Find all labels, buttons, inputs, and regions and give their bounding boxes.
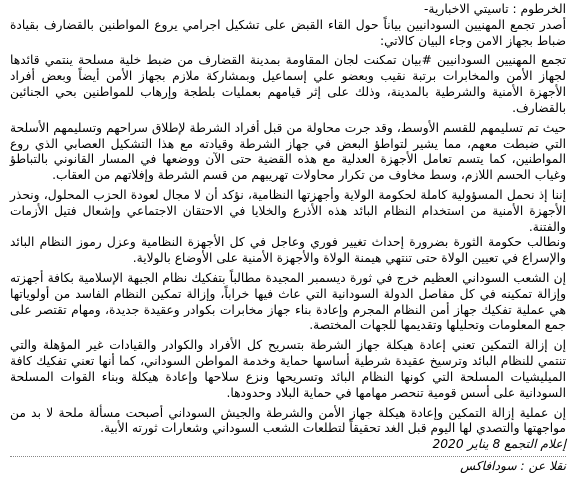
article-dateline: الخرطوم : تاسيتي الاخبارية- bbox=[424, 2, 566, 16]
article-intro: أصدر تجمع المهنيين السودانيين بياناً حول القاء القبض على تشكيل اجرامي يروع المواطنين بالقضارف بقيادة ضباط بجهاز الامن وجاء البيان كالاتي: bbox=[10, 17, 566, 48]
statement-paragraph-7: إن عملية إزالة التمكين وإعادة هيكلة جهاز الأمن والشرطة والجيش السوداني أصبحت مسألة ملحة لا بد من مواجهتها والتصدي لها اليوم قبل الغد تحقيقاً لتطلعات الشعب السوداني وشعارات ثورته الأبية. bbox=[10, 405, 566, 436]
article-source: نقلا عن : سودافاكس bbox=[460, 458, 566, 473]
statement-paragraph-6: إن إزالة التمكين تعني إعادة هيكلة جهاز الشرطة بتسريح كل الأفراد والكوادر والقيادات غير المؤهلة والتي تنتمي للنظام البائد وترسيخ عقيدة شرطية أساسها حماية وخدمة المواطن السوداني، كما أنها تعني تفكيك كافة الميليشيات المسلحة التي كونها النظام البائد وتسريحها ونزع سلاحها وإعادة هيكلة وبناء القوات المسلحة السودانية على أسس قومية تنحصر مهامها في حماية البلاد وحدودها. bbox=[10, 338, 566, 400]
statement-paragraph-2: حيث تم تسليمهم للقسم الأوسط، وقد جرت محاولة من قبل أفراد الشرطة لإطلاق سراحهم وتسليمهم الأسلحة التي ضبطت معهم، مما يشير لتواطؤ البعض في جهاز الشرطة وقيادته مع هذا التشكيل العصابي الذي روع المواطنين، كما يتسم تعامل الأجهزة العدلية مع هذه القضية حتى الآن ووضعها في المسار القانوني بالتباطؤ وغياب الحسم اللازم، وسط مخاوف من تكرار محاولات تهريبهم من قسم الشرطة وإفلاتهم من العقاب. bbox=[10, 120, 566, 183]
statement-paragraph-4: ونطالب حكومة الثورة بضرورة إحداث تغيير فوري وعاجل في كل الأجهزة النظامية وعزل رموز النظام البائد والإسراع في تعيين الولاة حتى تنتهي هيمنة الولاة والأجهزة الأمنية على الأوضاع بالولاية. bbox=[10, 235, 566, 266]
statement-paragraph-3: إننا إذ نحمل المسؤولية كاملة لحكومة الولاية وأجهزتها النظامية، نؤكد أن لا مجال لعودة الحزب المحلول، ونحذر الأجهزة الأمنية من استخدام النظام البائد هذه الأذرع والخلايا في الاحتقان الاجتماعي وإشعال فتيل الأزمات والفتنة. bbox=[10, 187, 566, 234]
statement-paragraph-1: تجمع المهنيين السودانيين #بيان تمكنت لجان المقاومة بمدينة القضارف من ضبط خلية مسلحة ينتمي قائدها لجهاز الأمن والمخابرات برتبة نقيب وبعضو علي إسماعيل وبمشاركة ملازم بجهاز الأمن أيضاً وبعض أفراد الأجهزة الأمنية والشرطية بالمدينة، وذلك على إثر قيامهم بعمليات بلطجة وإرهاب للمواطنين بحي الجنائين بالقضارف. bbox=[10, 53, 566, 115]
statement-signature: إعلام التجمع 8 يناير 2020 bbox=[432, 437, 566, 452]
article-body bbox=[10, 2, 566, 475]
statement-paragraph-5: إن الشعب السوداني العظيم خرج في ثورة ديسمبر المجيدة مطالباً بتفكيك نظام الجبهة الإسلامية بكافة أجهزته وإزالة تمكينه في كل مفاصل الدولة السودانية التي عاث فيها خراباً، وإزالة تمكين النظام الفاسد من أولوياتها هي عملية تفكيك جهاز أمن النظام المجرم وإعادة بناء جهاز مخابرات بكوادر وعقيدة جديدة، ومهام تقتصر على جمع المعلومات وتحليلها وتقديمها للجهات المختصة. bbox=[10, 271, 566, 333]
divider bbox=[10, 456, 566, 457]
